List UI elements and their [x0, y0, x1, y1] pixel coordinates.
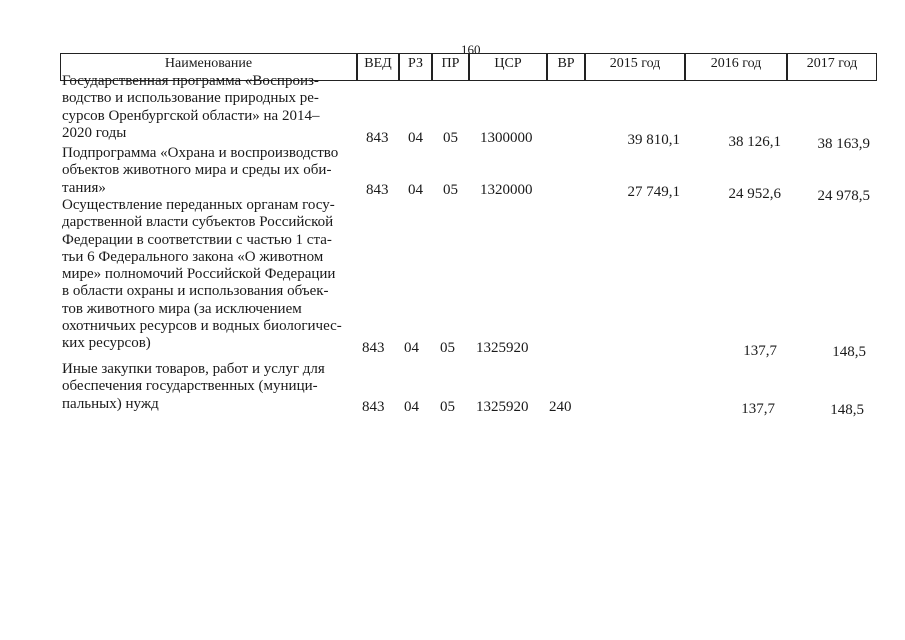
cell-csr: 1300000: [480, 130, 533, 146]
header-csr: ЦСР: [469, 53, 547, 81]
cell-rz: 04: [404, 399, 419, 415]
cell-pr: 05: [440, 399, 455, 415]
cell-ved: 843: [366, 130, 389, 146]
cell-ved: 843: [366, 182, 389, 198]
header-name: Наименование: [60, 53, 357, 81]
cell-2017: 148,5: [832, 344, 866, 360]
cell-2016: 137,7: [741, 401, 775, 417]
cell-2015: 39 810,1: [627, 132, 680, 148]
cell-pr: 05: [440, 340, 455, 356]
cell-rz: 04: [408, 130, 423, 146]
cell-pr: 05: [443, 130, 458, 146]
row-name: Государственная программа «Воспроиз- водство и использование природных ре- сурсов Оренбургской области» на 2014– 2020 годы: [62, 73, 320, 141]
row-name: Подпрограмма «Охрана и воспроизводство объектов животного мира и среды их оби- тания»: [62, 145, 339, 196]
cell-2016: 137,7: [743, 343, 777, 359]
header-ved: ВЕД: [357, 53, 399, 81]
cell-vr: 240: [549, 399, 572, 415]
header-2017: 2017 год: [787, 53, 877, 81]
row-name: Иные закупки товаров, работ и услуг для обеспечения государственных (муници- пальных) нужд: [62, 361, 325, 412]
cell-2015: 27 749,1: [627, 184, 680, 200]
header-vr: ВР: [547, 53, 585, 81]
cell-2016: 38 126,1: [728, 134, 781, 150]
cell-ved: 843: [362, 399, 385, 415]
cell-csr: 1325920: [476, 399, 529, 415]
header-2015: 2015 год: [585, 53, 685, 81]
cell-rz: 04: [404, 340, 419, 356]
cell-rz: 04: [408, 182, 423, 198]
cell-ved: 843: [362, 340, 385, 356]
cell-2016: 24 952,6: [728, 186, 781, 202]
header-2016: 2016 год: [685, 53, 787, 81]
header-rz: РЗ: [399, 53, 432, 81]
cell-2017: 24 978,5: [817, 188, 870, 204]
page-number: 160: [461, 42, 481, 57]
cell-2017: 38 163,9: [817, 136, 870, 152]
cell-pr: 05: [443, 182, 458, 198]
cell-csr: 1320000: [480, 182, 533, 198]
cell-csr: 1325920: [476, 340, 529, 356]
header-pr: ПР: [432, 53, 469, 81]
cell-2017: 148,5: [830, 402, 864, 418]
row-name: Осуществление переданных органам госу- дарственной власти субъектов Российской Федерации в соответствии с частью 1 ста- тьи 6 Федерального закона «О животном мире» полномочий Российской Федерации в области охраны и использования объек- тов животного мира (за исключением охотничьих ресурсов и водных биологичес- ких ресурсов): [62, 197, 342, 352]
